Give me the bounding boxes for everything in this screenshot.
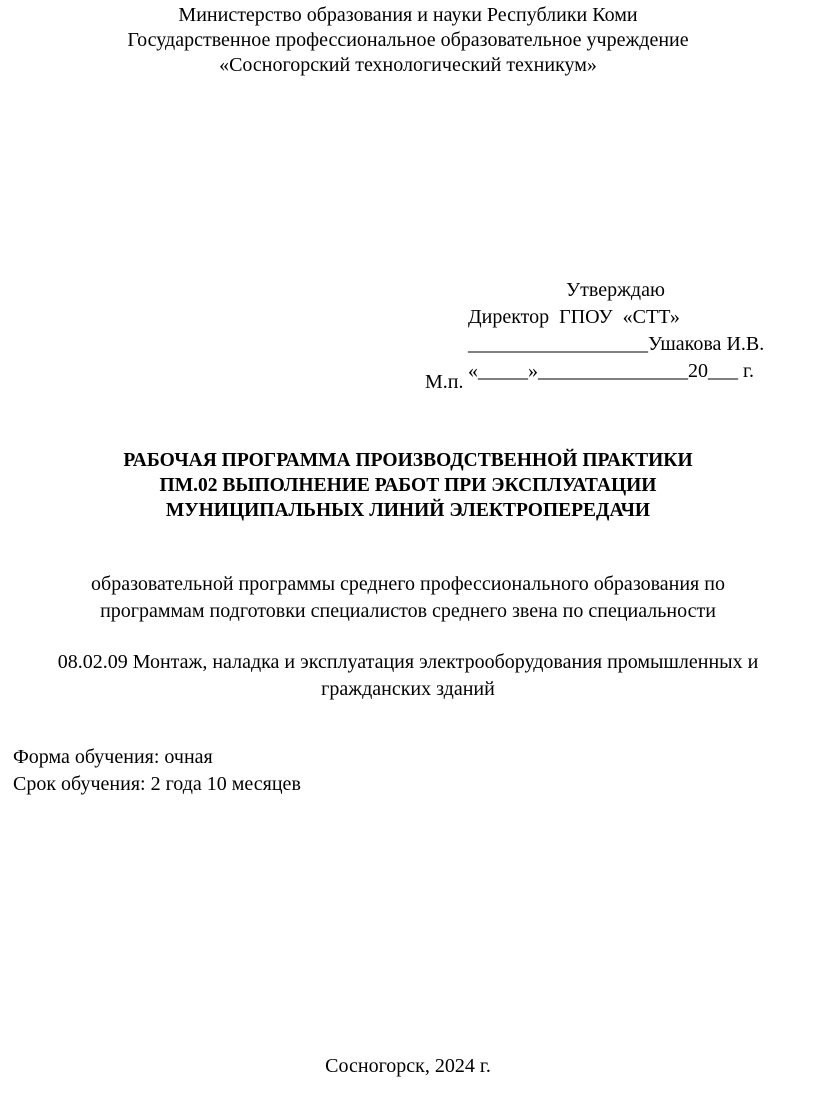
institution-header: [0, 3, 816, 78]
institution-type: Государственное профессиональное образовательное учреждение: [127, 29, 689, 51]
title-line-3: МУНИЦИПАЛЬНЫХ ЛИНИЙ ЭЛЕКТРОПЕРЕДАЧИ: [165, 500, 651, 521]
title-line-2: ПМ.02 ВЫПОЛНЕНИЕ РАБОТ ПРИ ЭКСПЛУАТАЦИИ: [159, 475, 657, 496]
title-line-1: РАБОЧАЯ ПРОГРАММА ПРОИЗВОДСТВЕННОЙ ПРАКТИКИ: [123, 450, 693, 471]
college-name: «Сосногорский технологический техникум»: [219, 54, 597, 76]
date-line: «_____»_______________20___ г.: [468, 360, 754, 382]
study-form: Форма обучения: очная: [13, 746, 213, 768]
program-description: [0, 571, 816, 625]
study-info: [13, 744, 301, 798]
approval-block: [468, 277, 808, 385]
specialty-line-2: гражданских зданий: [321, 678, 495, 700]
study-duration: Срок обучения: 2 года 10 месяцев: [13, 773, 301, 795]
specialty-description: [0, 649, 816, 703]
program-line-1: образовательной программы среднего профессионального образования по: [91, 573, 725, 595]
signature-line: __________________Ушакова И.В.: [468, 333, 765, 355]
director-position: Директор ГПОУ «СТТ»: [468, 306, 680, 328]
place-year: Сосногорск, 2024 г.: [325, 1055, 491, 1077]
specialty-line-1: 08.02.09 Монтаж, наладка и эксплуатация электрооборудования промышленных и: [57, 651, 759, 673]
stamp-placeholder: М.п.: [425, 371, 464, 393]
ministry-name: Министерство образования и науки Республики Коми: [178, 4, 638, 26]
document-title: [0, 448, 816, 523]
approval-title: Утверждаю: [566, 279, 665, 301]
program-line-2: программам подготовки специалистов среднего звена по специальности: [100, 600, 716, 622]
